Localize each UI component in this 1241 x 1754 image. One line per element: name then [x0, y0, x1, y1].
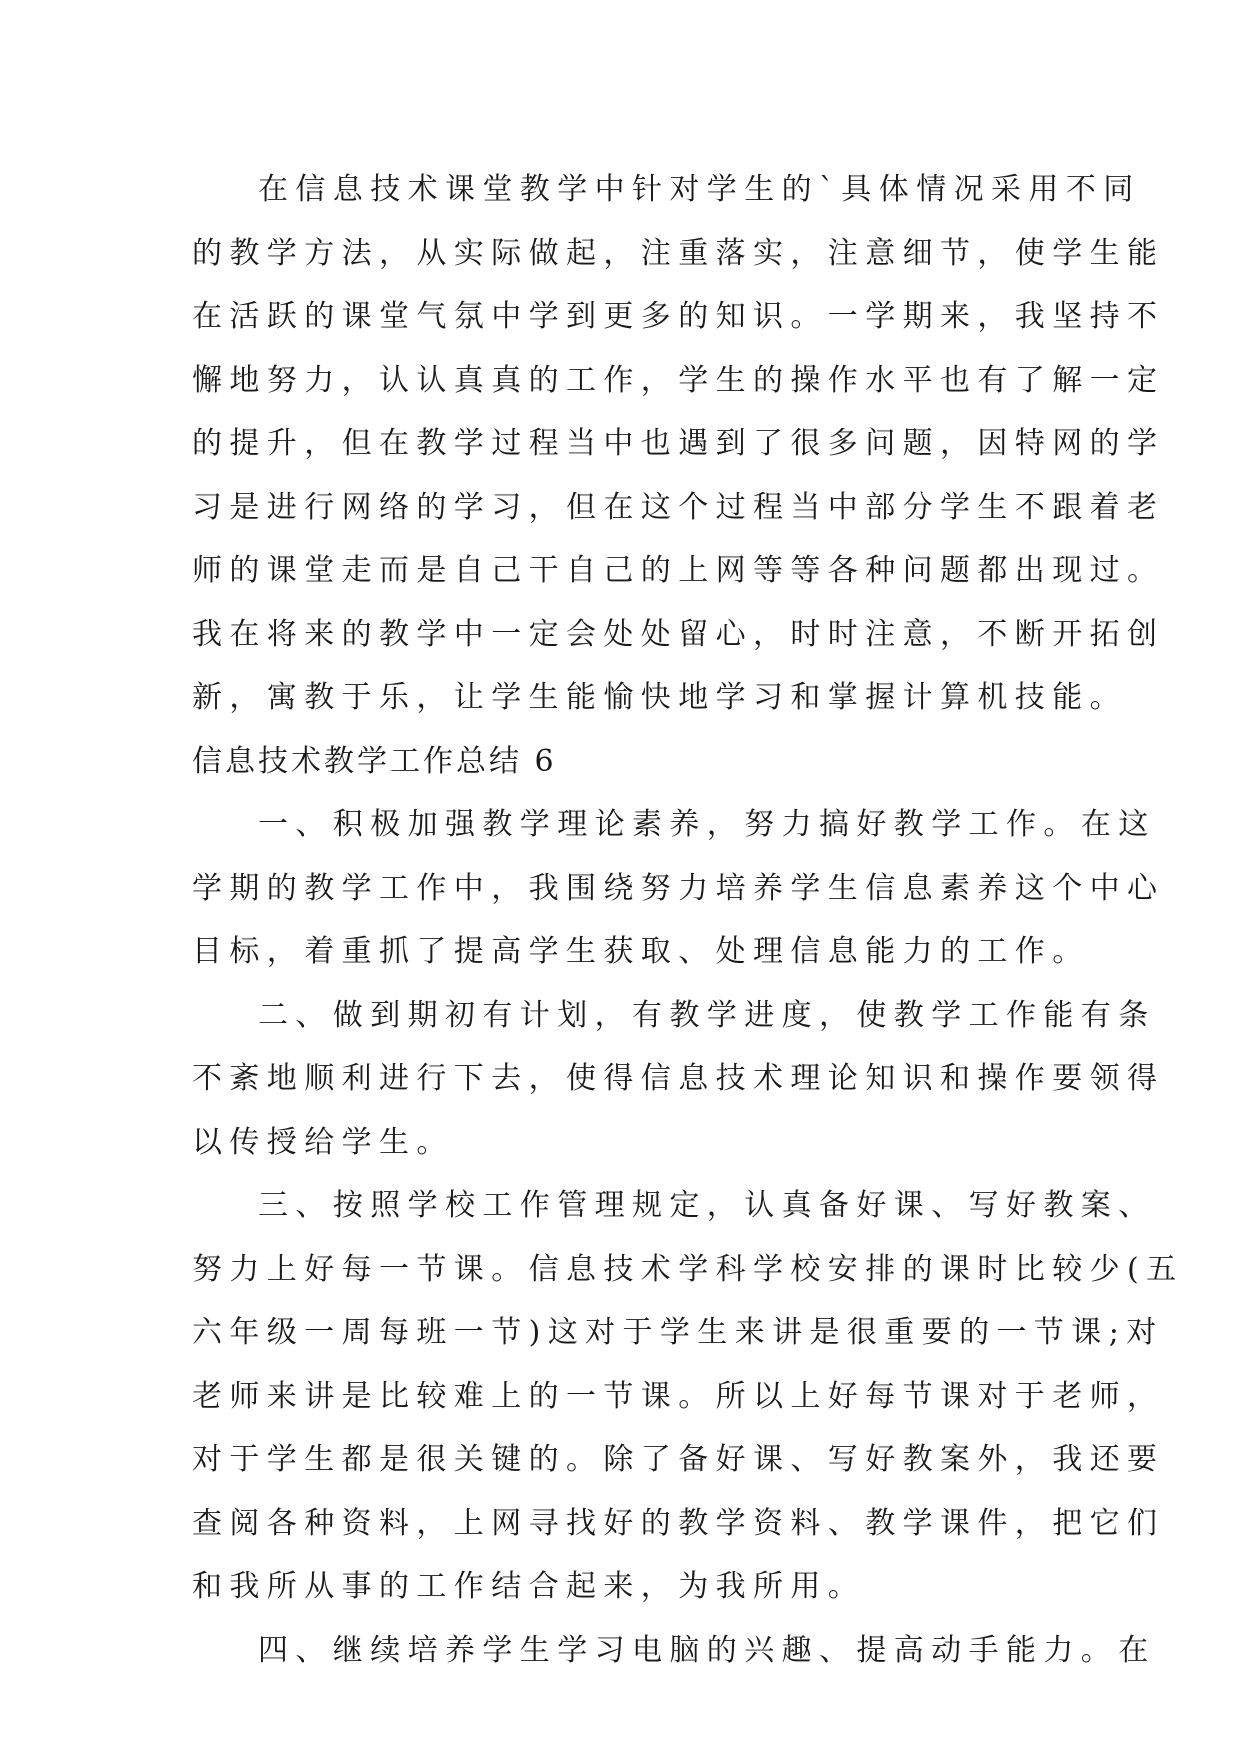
paragraph-line: 二、做到期初有计划，有教学进度，使教学工作能有条 — [258, 997, 1156, 1033]
paragraph-line: 我在将来的教学中一定会处处留心，时时注意，不断开拓创 — [192, 616, 1165, 652]
paragraph-line: 的提升，但在教学过程当中也遇到了很多问题，因特网的学 — [192, 426, 1165, 461]
paragraph-line: 努力上好每一节课。信息技术学科学校安排的课时比较少(五 — [192, 1251, 1184, 1287]
document-body — [192, 158, 1184, 1682]
paragraph-line: 以传授给学生。 — [192, 1124, 454, 1160]
paragraph-line: 六年级一周每班一节)这对于学生来讲是很重要的一节课;对 — [192, 1315, 1164, 1350]
paragraph-line: 在信息技术课堂教学中针对学生的`具体情况采用不同 — [258, 172, 1141, 207]
paragraph-line: 懈地努力，认认真真的工作，学生的操作水平也有了解一定 — [192, 362, 1165, 398]
paragraph-line: 对于学生都是很关键的。除了备好课、写好教案外，我还要 — [192, 1442, 1165, 1477]
section-heading: 信息技术教学工作总结 6 — [192, 743, 557, 779]
paragraph-line: 学期的教学工作中，我围绕努力培养学生信息素养这个中心 — [192, 870, 1165, 906]
paragraph-line: 老师来讲是比较难上的一节课。所以上好每节课对于老师， — [192, 1378, 1165, 1414]
paragraph-line: 习是进行网络的学习，但在这个过程当中部分学生不跟着老 — [192, 489, 1165, 525]
paragraph-line: 在活跃的课堂气氛中学到更多的知识。一学期来，我坚持不 — [192, 299, 1165, 334]
paragraph-line: 一、积极加强教学理论素养，努力搞好教学工作。在这 — [258, 807, 1156, 842]
paragraph-line: 和我所从事的工作结合起来，为我所用。 — [192, 1569, 866, 1604]
paragraph-line: 目标，着重抓了提高学生获取、处理信息能力的工作。 — [192, 934, 1090, 969]
paragraph-line: 不紊地顺利进行下去，使得信息技术理论知识和操作要领得 — [192, 1061, 1165, 1096]
paragraph-line: 三、按照学校工作管理规定，认真备好课、写好教案、 — [258, 1188, 1156, 1223]
paragraph-line: 师的课堂走而是自己干自己的上网等等各种问题都出现过。 — [192, 553, 1165, 588]
paragraph-line: 四、继续培养学生学习电脑的兴趣、提高动手能力。在 — [258, 1632, 1156, 1668]
paragraph-line: 的教学方法，从实际做起，注重落实，注意细节，使学生能 — [192, 235, 1165, 271]
paragraph-line: 新，寓教于乐，让学生能愉快地学习和掌握计算机技能。 — [192, 680, 1127, 715]
paragraph-line: 查阅各种资料，上网寻找好的教学资料、教学课件，把它们 — [192, 1505, 1165, 1541]
